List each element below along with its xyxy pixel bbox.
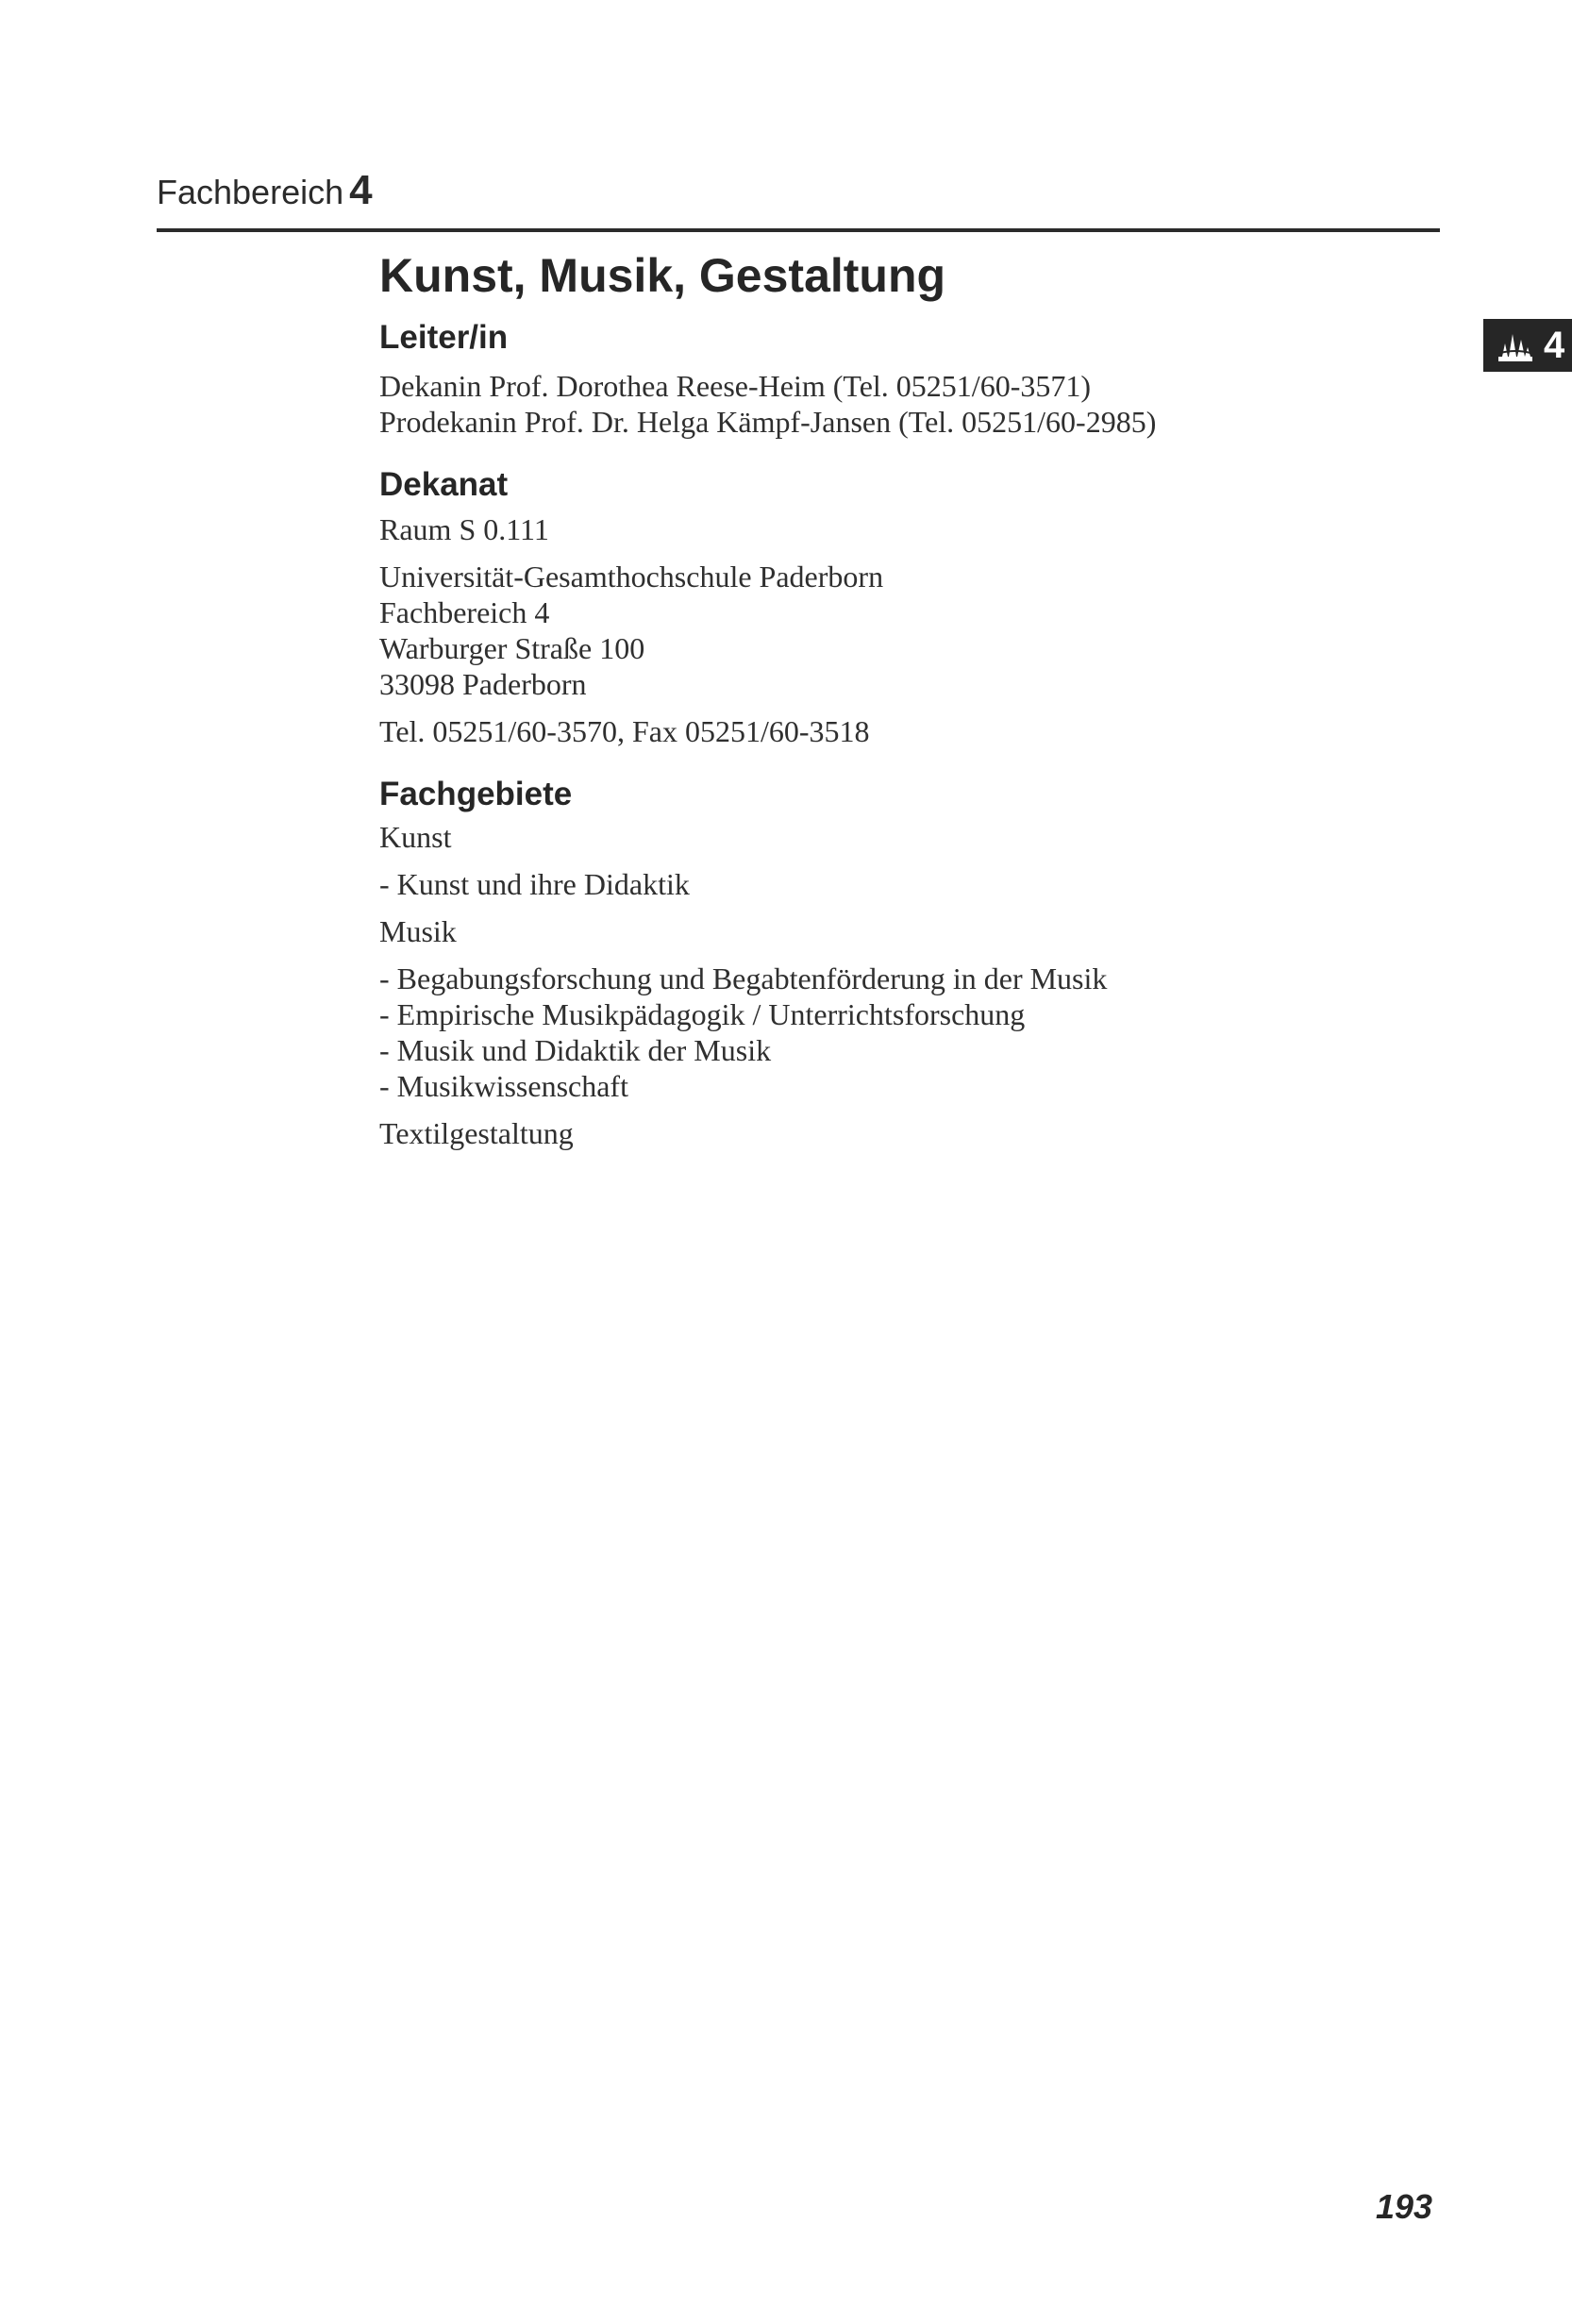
fachgebiet-item: - Kunst und ihre Didaktik xyxy=(379,867,690,901)
fachgebiete-heading: Fachgebiete xyxy=(379,776,573,812)
fachgebiet-item: - Begabungsforschung und Begabtenförderung in der Musik xyxy=(379,961,1108,995)
dekanat-room: Raum S 0.111 xyxy=(379,512,549,546)
fachgebiet-title: Musik xyxy=(379,914,457,948)
running-header-number: 4 xyxy=(349,167,373,213)
dekanat-contact: Tel. 05251/60-3570, Fax 05251/60-3518 xyxy=(379,714,870,748)
running-header-label: Fachbereich xyxy=(157,173,344,211)
fachgebiet-item: - Musikwissenschaft xyxy=(379,1069,628,1103)
address-line: Fachbereich 4 xyxy=(379,595,550,629)
section-tab-number: 4 xyxy=(1544,325,1565,366)
fachgebiet-item: - Empirische Musikpädagogik / Unterrichtsforschung xyxy=(379,997,1026,1031)
leitung-line: Prodekanin Prof. Dr. Helga Kämpf-Jansen (Tel. 05251/60-2985) xyxy=(379,405,1157,439)
address-line: Universität-Gesamthochschule Paderborn xyxy=(379,560,884,594)
fachgebiet-item: - Musik und Didaktik der Musik xyxy=(379,1033,772,1067)
address-line: 33098 Paderborn xyxy=(379,667,587,701)
page-title: Kunst, Musik, Gestaltung xyxy=(379,249,946,302)
header-rule xyxy=(157,228,1440,232)
dekanat-heading: Dekanat xyxy=(379,466,509,503)
running-header xyxy=(157,167,373,213)
address-line: Warburger Straße 100 xyxy=(379,631,645,665)
fachgebiet-title: Kunst xyxy=(379,820,452,854)
university-logo-icon xyxy=(1497,326,1534,364)
page-number: 193 xyxy=(1376,2187,1433,2226)
leitung-heading: Leiter/in xyxy=(379,319,509,356)
section-tab xyxy=(1483,319,1572,372)
content xyxy=(379,247,1417,1151)
leitung-line: Dekanin Prof. Dorothea Reese-Heim (Tel. 05251/60-3571) xyxy=(379,369,1091,403)
fachgebiet-title: Textilgestaltung xyxy=(379,1116,574,1150)
